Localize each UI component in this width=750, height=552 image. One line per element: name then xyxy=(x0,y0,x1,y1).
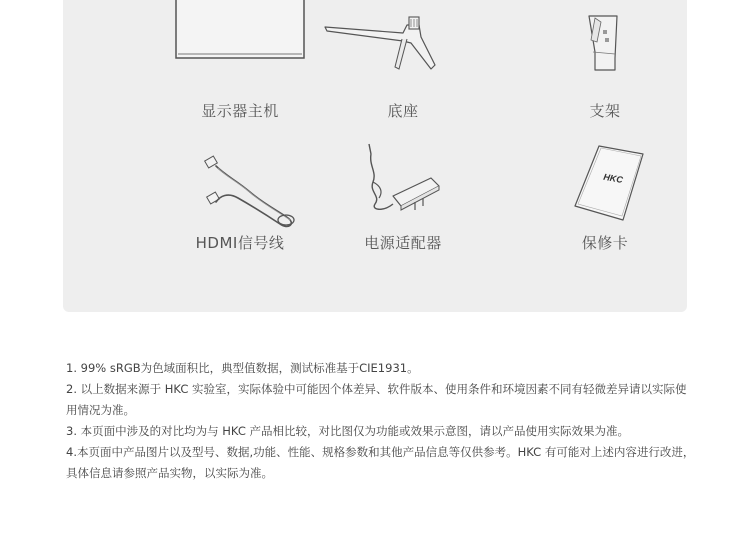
footnote: 3. 本页面中涉及的对比均为与 HKC 产品相比较，对比图仅为功能或效果示意图，请以产品使用实际效果为准。 xyxy=(66,424,630,438)
power-adapter-icon xyxy=(303,142,503,232)
item-label: 支架 xyxy=(589,102,621,120)
stand-bracket-icon xyxy=(505,12,705,102)
footnote: 2. 以上数据来源于 HKC 实验室，实际体验中可能因个体差异、软件版本、使用条件和环境因素不同有轻微差异请以实际使用情况为准。 xyxy=(66,382,687,417)
item-label: 显示器主机 xyxy=(201,102,279,120)
footnote: 4.本页面中产品图片以及型号、数据,功能、性能、规格参数和其他产品信息等仅供参考。HKC 有可能对上述内容进行改进，具体信息请参照产品实物，以实际为准。 xyxy=(66,445,695,480)
footnote: 1. 99% sRGB为色域面积比，典型值数据，测试标准基于CIE1931。 xyxy=(66,361,419,375)
item-label: 底座 xyxy=(387,102,419,120)
card-brand-text: HKC xyxy=(602,171,624,186)
warranty-card-icon xyxy=(505,142,705,232)
item-label: 电源适配器 xyxy=(364,234,442,252)
footnotes xyxy=(66,358,696,484)
stand-base-icon xyxy=(303,7,503,97)
accessories-panel xyxy=(63,0,687,312)
item-label: 保修卡 xyxy=(581,234,629,252)
item-label: HDMI信号线 xyxy=(195,234,285,252)
